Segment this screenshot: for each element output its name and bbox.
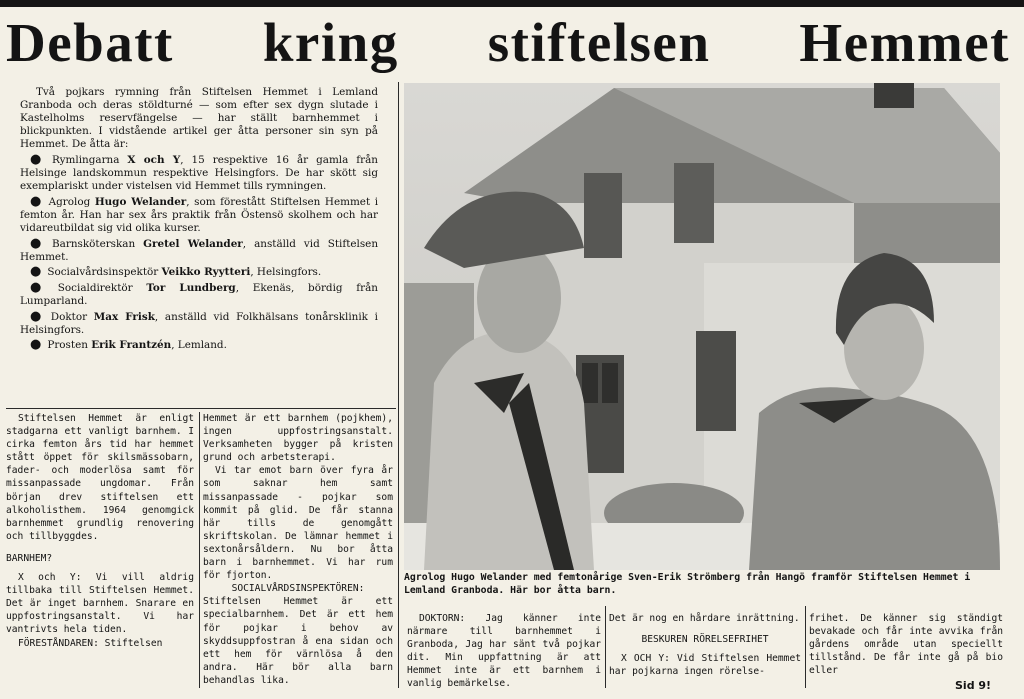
paragraph: DOKTORN: Jag känner inte närmare till barnhemmet i Granboda, Jag har sänt två pojkar dit. Min uppfattning är att Hemmet inte är ett barnhem i vanlig bemärkelse. [407, 613, 601, 690]
paragraph: X och Y: Vi vill aldrig tillbaka till Stiftelsen Hemmet. Det är inget barnhem. Snarare en uppfostringsanstalt. Vi har vantrivts hela tiden. [6, 572, 194, 636]
bullet-dot: ● [30, 308, 45, 324]
person-name: Erik Frantzén [91, 339, 172, 352]
intro-bullet [20, 153, 378, 193]
bullet-dot: ● [30, 151, 47, 167]
paragraph: X OCH Y: Vid Stiftelsen Hemmet har pojkarna ingen rörelse- [609, 653, 801, 678]
subheading: BARNHEM? [6, 552, 53, 564]
bullet-text: , anställd vid Folkhälsans tonårsklinik i Helsingfors. [20, 310, 378, 336]
intro-bullet [20, 195, 378, 235]
continued-on-page: Sid 9! [955, 679, 992, 692]
person-name: Hugo Welander [94, 195, 187, 208]
paragraph: Stiftelsen Hemmet är enligt stadgarna ett vanligt barnhem. I cirka femton års tid har hemmet stått öppet för skilsmässobarn, fader- och moderlösa samt för missanpassade ungdomar. Från början drev stiftelsen ett alkoholisthem. 1964 genomgick barnhemmet grundlig renovering och tillbyggdes. [6, 413, 194, 542]
subheading: SOCIALVÅRDSINSPEKTÖREN: [231, 583, 365, 595]
intro-bullet-list [20, 153, 378, 352]
article-column-4 [609, 612, 801, 678]
intro-bullet [20, 265, 378, 279]
intro-text [20, 86, 378, 352]
bullet-text: Socialvårdsinspektör [47, 266, 162, 279]
paragraph: FÖRESTÅNDAREN: Stiftelsen [18, 637, 163, 649]
bullet-text: , 15 respektive 16 år gamla från Helsinge landskommun respektive Helsingfors. De har skött sig exemplariskt under vistelsen vid Hemmet tills rymningen. [20, 153, 378, 193]
person-name: X och Y [127, 153, 181, 166]
bullet-text: , anställd vid Stiftelsen Hemmet. [20, 237, 379, 263]
bullet-dot: ● [30, 264, 42, 280]
paragraph: Det är nog en hårdare inrättning. [609, 613, 800, 624]
column-divider [398, 82, 399, 688]
article-column-5 [809, 612, 1003, 677]
subheading: BESKUREN RÖRELSEFRIHET [641, 634, 769, 646]
photo-illustration [404, 83, 1000, 570]
bullet-text: Barnsköterskan [52, 237, 144, 250]
paragraph: Hemmet är ett barnhem (pojkhem), ingen uppfostringsanstalt. Verksamheten bygger på kristen grund och arbetsterapi. [203, 413, 393, 464]
paragraph: frihet. De känner sig ständigt bevakade och får inte avvika från gårdens område utan speciellt tillstånd. De får inte gå på bio eller [809, 613, 1003, 677]
bullet-text: Rymlingarna [52, 153, 128, 166]
intro-bullet [20, 281, 378, 308]
bullet-dot: ● [30, 193, 43, 209]
article-column-1 [6, 412, 194, 650]
bullet-text: , som förestått Stiftelsen Hemmet i femton år. Han har sex års praktik från Östensö skolhem och har vidareutbildat sig vid olika kurser. [20, 195, 379, 234]
headline-word: Hemmet [799, 12, 1010, 73]
headline [0, 12, 1024, 74]
person-name: Veikko Ryytteri [161, 266, 251, 279]
bullet-dot: ● [30, 337, 42, 353]
column-divider [805, 606, 806, 688]
photo-caption: Agrolog Hugo Welander med femtonårige Sven-Erik Strömberg från Hangö framför Stiftelsen Hemmet i Lemland Granboda. Här bor åtta barn. [404, 572, 971, 596]
bullet-text: , Ekenäs, bördig från Lumparland. [20, 281, 379, 307]
intro-bullet [20, 237, 378, 264]
headline-word: Debatt [6, 12, 174, 73]
section-divider [6, 408, 396, 409]
person-name: Max Frisk [93, 310, 155, 323]
bullet-text: Doktor [50, 310, 94, 323]
intro-lead: Två pojkars rymning från Stiftelsen Hemmet i Lemland Granboda och deras stöldturné — som efter sex dygn slutade i Kastelholms reservfängelse — har ställt barnhemmet i blickpunkten. I vidstående artikel ger åtta personer sin syn på Hemmet. De åtta är: [20, 86, 378, 151]
person-name: Gretel Welander [143, 237, 243, 250]
bullet-dot: ● [30, 235, 47, 251]
paragraph: Stiftelsen Hemmet är ett specialbarnhem. Det är ett hem för pojkar i behov av skyddsuppfostran å ena sidan och ett hem för värnlösa å den andra. Här bör alla barn behandlas lika. [203, 596, 393, 686]
headline-word: stiftelsen [487, 12, 711, 73]
column-divider [199, 412, 200, 688]
article-column-2 [203, 412, 393, 687]
intro-bullet [20, 310, 378, 337]
bullet-text: , Lemland. [171, 339, 227, 352]
bullet-text: Agrolog [48, 195, 95, 208]
bullet-text: Prosten [47, 339, 92, 352]
top-rule [0, 0, 1024, 7]
bullet-dot: ● [30, 279, 52, 295]
bullet-text: Socialdirektör [57, 281, 147, 294]
article-column-3 [407, 612, 601, 691]
paragraph: Vi tar emot barn över fyra år som saknar hem samt missanpassade - pojkar som kommit på glid. De får stanna här tills de genomgått skriftskolan. De lämnar hemmet i sextonårsåldern. Nu bor åtta barn i barnhemmet. Vi har rum för fjorton. [203, 465, 393, 582]
column-divider [605, 606, 606, 688]
news-photo [404, 83, 1000, 570]
intro-bullet [20, 338, 378, 352]
headline-word: kring [262, 12, 399, 73]
bullet-text: , Helsingfors. [250, 266, 322, 279]
person-name: Tor Lundberg [146, 281, 236, 294]
